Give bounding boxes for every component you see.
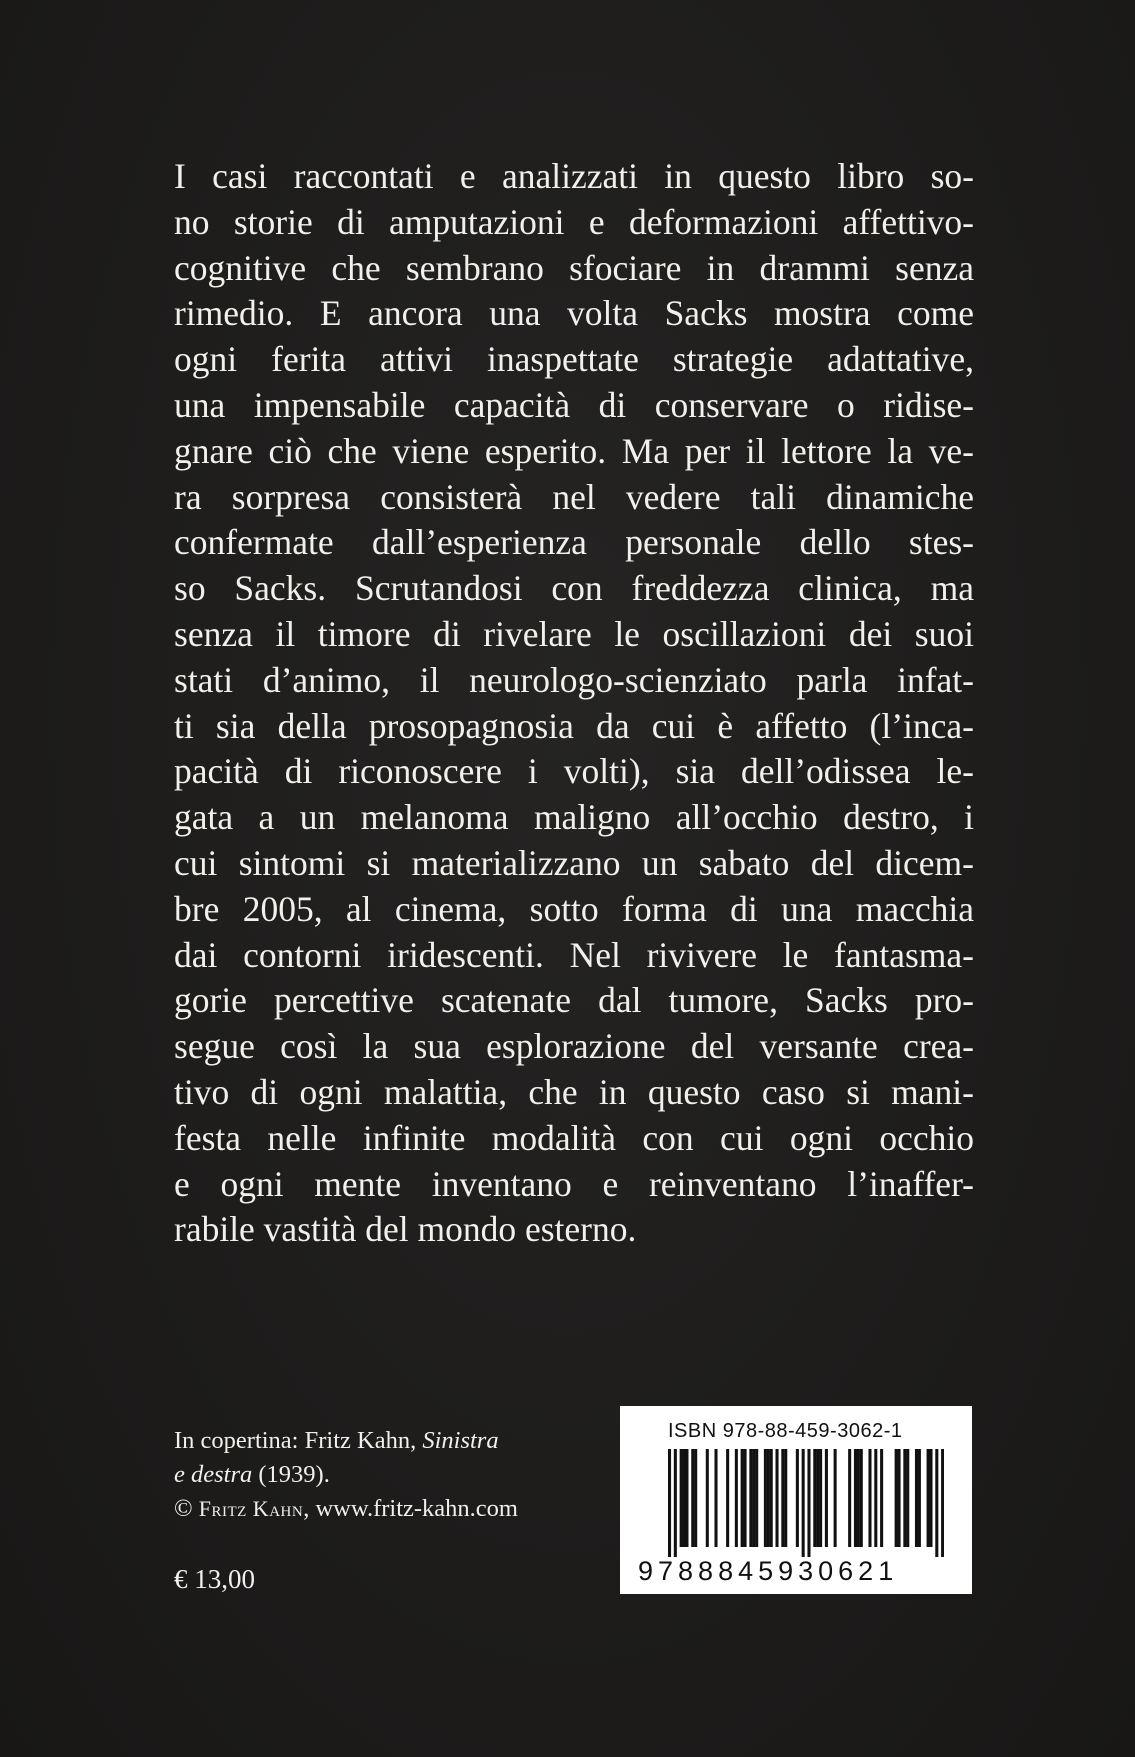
barcode-bar xyxy=(784,1449,787,1547)
barcode-bar xyxy=(752,1449,755,1547)
barcode-bar xyxy=(813,1449,816,1547)
barcode-bar xyxy=(929,1449,932,1547)
credit-line-2: e destra (1939). xyxy=(174,1461,330,1488)
blurb-line: no storie di amputazioni e deformazioni affettivo- xyxy=(174,201,974,242)
ean-digits: 9788845930621 xyxy=(638,1556,899,1586)
barcode-bar xyxy=(796,1449,799,1547)
barcode-bar xyxy=(735,1449,738,1547)
barcode-bar xyxy=(915,1449,918,1547)
barcode-bar xyxy=(767,1449,770,1547)
barcode-bar xyxy=(903,1449,906,1547)
blurb-line: segue così la sua esplorazione del versante crea- xyxy=(174,1026,974,1067)
barcode-bar xyxy=(816,1449,819,1547)
blurb-line: gnare ciò che viene esperito. Ma per il lettore la ve- xyxy=(174,430,974,471)
barcode-bar xyxy=(860,1449,863,1547)
barcode-bar xyxy=(680,1449,683,1547)
barcode-bar xyxy=(770,1449,773,1547)
barcode-bar xyxy=(802,1449,805,1557)
barcode-label xyxy=(620,1406,972,1594)
barcode-bar xyxy=(895,1449,898,1547)
barcode-bar xyxy=(683,1449,686,1547)
barcode-bar xyxy=(706,1449,709,1547)
blurb-line: una impensabile capacità di conservare o ridise- xyxy=(174,384,974,425)
artwork-title-cont: e destra xyxy=(174,1461,253,1488)
copyright-holder: Fritz Kahn xyxy=(198,1496,304,1521)
barcode-bar xyxy=(819,1449,822,1547)
blurb-line: festa nelle infinite modalità con cui ogni occhio xyxy=(174,1117,974,1158)
blurb-line: gorie percettive scatenate dal tumore, Sacks pro- xyxy=(174,980,974,1021)
barcode-bar xyxy=(874,1449,877,1547)
barcode-bar xyxy=(714,1449,717,1547)
barcode-bar xyxy=(906,1449,909,1547)
barcode-bar xyxy=(935,1449,938,1557)
blurb-line: so Sacks. Scrutandosi con freddezza clinica, ma xyxy=(174,568,974,609)
blurb-line: dai contorni iridescenti. Nel rivivere le fantasma- xyxy=(174,934,974,975)
barcode-bar xyxy=(918,1449,921,1547)
blurb-line: cognitive che sembrano sfociare in drammi senza xyxy=(174,247,974,288)
barcode-bar xyxy=(694,1449,697,1547)
barcode-bar xyxy=(807,1449,810,1557)
barcode-bar xyxy=(775,1449,778,1547)
blurb-line: stati d’animo, il neurologo-scienziato parla infat- xyxy=(174,659,974,700)
barcode-bar xyxy=(741,1449,744,1547)
price-label: € 13,00 xyxy=(174,1564,255,1594)
barcode-bar xyxy=(781,1449,784,1547)
blurb-line: rabile vastità del mondo esterno. xyxy=(174,1209,637,1250)
barcode-icon xyxy=(668,1449,944,1557)
cover-credits xyxy=(174,1424,614,1526)
barcode-bar xyxy=(857,1449,860,1547)
barcode-bar xyxy=(880,1449,883,1547)
blurb-line: cui sintomi si materializzano un sabato del dicem- xyxy=(174,842,974,883)
blurb-line: pacità di riconoscere i volti), sia dell’odissea le- xyxy=(174,751,974,792)
blurb-line: ra sorpresa consisterà nel vedere tali dinamiche xyxy=(174,476,974,517)
copyright-website: , www.fritz-kahn.com xyxy=(303,1495,518,1522)
barcode-bar xyxy=(764,1449,767,1547)
blurb-line: e ogni mente inventano e reinventano l’inaffer- xyxy=(174,1163,974,1204)
credit-line-3 xyxy=(174,1492,614,1526)
barcode-bar xyxy=(744,1449,747,1547)
barcode-bar xyxy=(825,1449,828,1547)
barcode-bar xyxy=(941,1449,944,1557)
copyright-symbol: © xyxy=(174,1495,199,1522)
barcode-bar xyxy=(927,1449,930,1547)
blurb-line: ti sia della prosopagnosia da cui è affetto (l’inca- xyxy=(174,705,974,746)
blurb-line: rimedio. E ancora una volta Sacks mostra come xyxy=(174,293,974,334)
blurb-line: confermate dall’esperienza personale dello stes- xyxy=(174,522,974,563)
blurb-line: senza il timore di rivelare le oscillazioni dei suoi xyxy=(174,613,974,654)
blurb-line: bre 2005, al cinema, sotto forma di una macchia xyxy=(174,888,974,929)
barcode-bar xyxy=(749,1449,752,1547)
blurb-line: ogni ferita attivi inaspettate strategie adattative, xyxy=(174,339,974,380)
barcode-bar xyxy=(685,1449,688,1547)
barcode-bar xyxy=(755,1449,758,1547)
isbn-number: ISBN 978-88-459-3062-1 xyxy=(668,1420,903,1442)
barcode-bar xyxy=(726,1449,729,1547)
barcode-bar xyxy=(898,1449,901,1547)
barcode-bar xyxy=(691,1449,694,1547)
barcode-bar xyxy=(848,1449,851,1547)
blurb-text xyxy=(174,154,974,1253)
barcode-bar xyxy=(668,1449,671,1557)
artwork-title: Sinistra xyxy=(422,1427,499,1454)
barcode-bar xyxy=(834,1449,837,1547)
barcode-bar xyxy=(854,1449,857,1547)
blurb-line: gata a un melanoma maligno all’occhio destro, i xyxy=(174,797,974,838)
blurb-line: I casi raccontati e analizzati in questo libro so- xyxy=(174,156,974,196)
barcode-bar xyxy=(674,1449,677,1557)
credit-line-1: In copertina: Fritz Kahn, Sinistra xyxy=(174,1427,499,1454)
blurb-line: tivo di ogni malattia, che in questo caso si mani- xyxy=(174,1071,974,1112)
barcode-bar xyxy=(868,1449,871,1547)
